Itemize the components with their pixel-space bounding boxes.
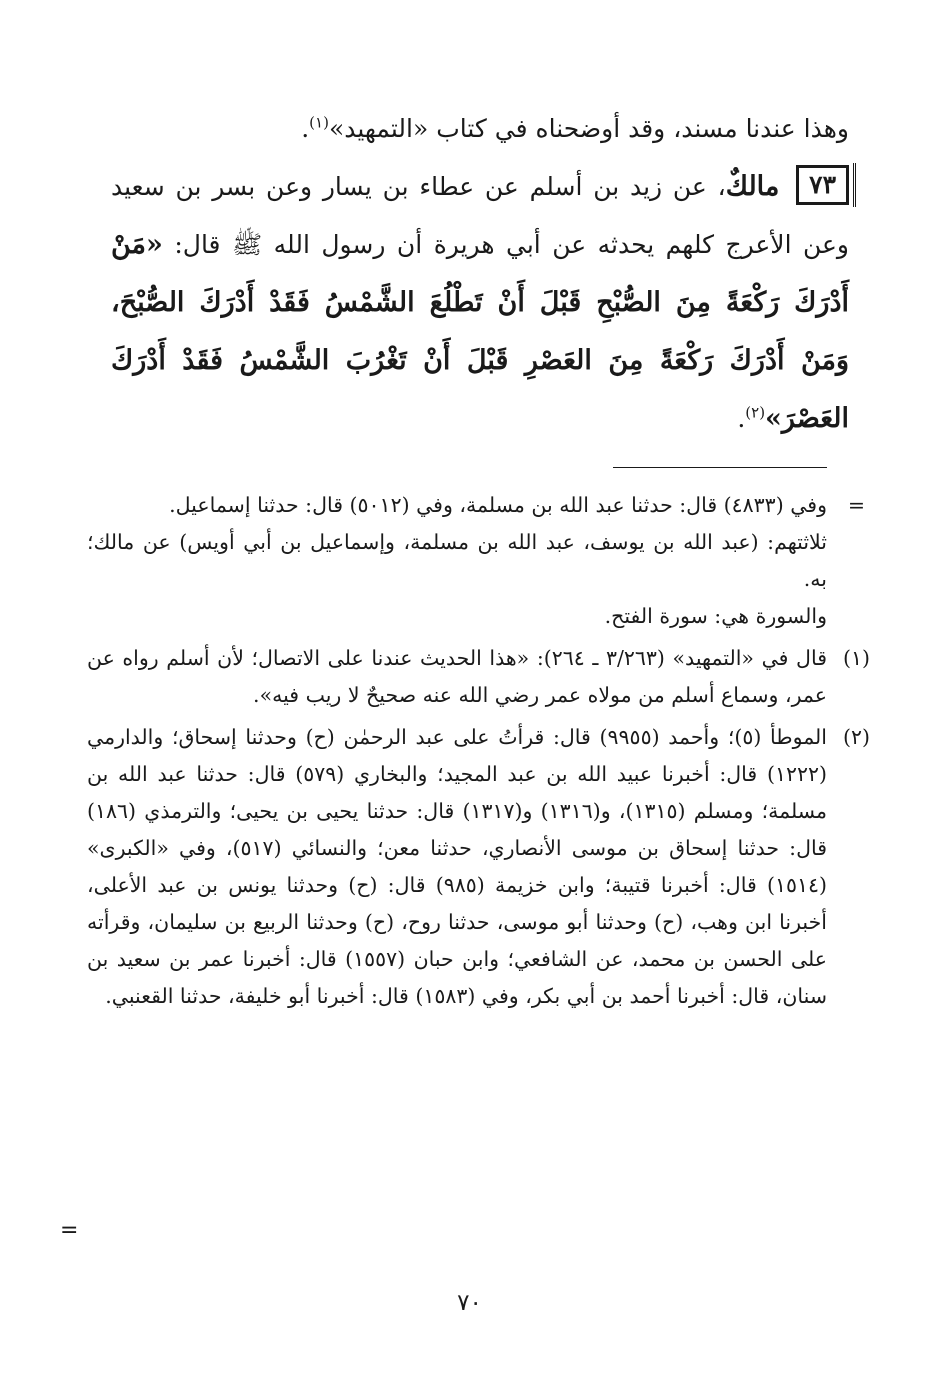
narrator-name: مالكٌ bbox=[725, 171, 780, 202]
hadith-paragraph bbox=[111, 158, 849, 448]
footnote-paragraph: قال في «التمهيد» (٣/٢٦٣ ـ ٢٦٤): «هذا الحديث عندنا على الاتصال؛ لأن أسلم رواه عن عمر، وسماع أسلم من مولاه عمر رضي الله عنه صحيحٌ لا ريب فيه». bbox=[87, 646, 827, 707]
intro-end: . bbox=[301, 114, 310, 143]
page-number: ٧٠ bbox=[457, 1290, 482, 1316]
continuation-marker: = bbox=[60, 1218, 79, 1243]
matn-text: «مَنْ أَدْرَكَ رَكْعَةً مِنَ الصُّبْحِ قَبْلَ أَنْ تَطْلُعَ الشَّمْسُ فَقَدْ أَدْرَكَ الصُّبْحَ، وَمَنْ أَدْرَكَ رَكْعَةً مِنَ العَصْرِ قَبْلَ أَنْ تَغْرُبَ الشَّمْسُ فَقَدْ أَدْرَكَ العَصْرَ» bbox=[111, 229, 849, 434]
footnote-marker: = bbox=[847, 493, 866, 517]
footnote-2 bbox=[87, 719, 870, 1015]
main-text bbox=[111, 100, 849, 448]
footnote-1 bbox=[87, 640, 870, 714]
matn-end: . bbox=[737, 404, 746, 433]
footnote-marker: (١) bbox=[842, 646, 870, 670]
footnote-separator bbox=[613, 467, 827, 468]
hadith-number-badge: ٧٣ bbox=[796, 165, 849, 205]
footnote-ref-2: (٢) bbox=[745, 403, 766, 422]
footnote-paragraph: والسورة هي: سورة الفتح. bbox=[604, 604, 827, 628]
footnote-paragraph: وفي (٤٨٣٣) قال: حدثنا عبد الله بن مسلمة، وفي (٥٠١٢) قال: حدثنا إسماعيل. bbox=[169, 493, 827, 517]
isnad-text: ، عن زيد بن أسلم عن عطاء بن يسار وعن بسر بن سعيد وعن الأعرج كلهم يحدثه عن أبي هريرة أن رسول الله ﷺ قال: bbox=[111, 172, 849, 259]
footnote-paragraph: ثلاثتهم: (عبد الله بن يوسف، عبد الله بن مسلمة، وإسماعيل بن أبي أويس) عن مالك؛ به. bbox=[87, 530, 827, 591]
intro-text: وهذا عندنا مسند، وقد أوضحناه في كتاب «التمهيد» bbox=[328, 114, 849, 143]
footnote-marker: (٢) bbox=[842, 725, 870, 749]
footnote-continued bbox=[87, 487, 866, 635]
footnote-paragraph: الموطأ (٥)؛ وأحمد (٩٩٥٥) قال: قرأتُ على عبد الرحمٰن (ح) وحدثنا إسحاق؛ والدارمي (١٢٢٢) قال: أخبرنا عبيد الله بن عبد المجيد؛ والبخاري (٥٧٩) قال: حدثنا عبد الله بن مسلمة؛ ومسلم (١٣١٥)، و(١٣١٦) و(١٣١٧) قال: حدثنا يحيى بن يحيى؛ والترمذي (١٨٦) قال: حدثنا إسحاق بن موسى الأنصاري، حدثنا معن؛ والنسائي (٥١٧)، وفي «الكبرى» (١٥١٤) قال: أخبرنا قتيبة؛ وابن خزيمة (٩٨٥) قال: (ح) وحدثنا يونس بن عبد الأعلى، أخبرنا ابن وهب، (ح) وحدثنا أبو موسى، حدثنا روح، (ح) وحدثنا الربيع بن سليمان، وقرأته على الحسن بن محمد، عن الشافعي؛ وابن حبان (١٥٥٧) قال: أخبرنا عمر بن سعيد بن سنان، قال: أخبرنا أحمد بن أبي بكر، وفي (١٥٨٣) قال: أخبرنا أبو خليفة، حدثنا القعنبي. bbox=[87, 725, 828, 1008]
intro-line bbox=[111, 100, 849, 158]
footnotes bbox=[87, 487, 870, 1020]
footnote-ref-1: (١) bbox=[309, 113, 329, 132]
